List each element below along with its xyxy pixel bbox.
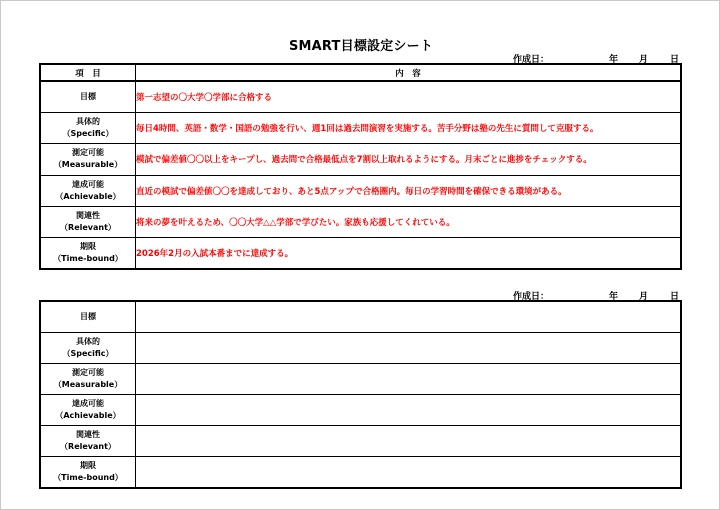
achievable-content[interactable]: 直近の模試で偏差値〇〇を達成しており、あと5点アップで合格圏内。毎日の学習時間を確保できる環境がある。 [136,175,682,206]
date-year-label: 年 [609,292,619,302]
label-en: （Relevant） [60,223,116,233]
label-ja: 測定可能 [72,367,104,377]
label-ja: 具体的 [76,117,100,127]
table-row [40,301,681,332]
label-en: （Time-bound） [53,254,123,264]
creation-date-label: 作成日： [513,55,550,65]
label-ja: 目標 [80,311,96,321]
label-ja: 関連性 [76,211,100,221]
date-month-label: 月 [639,55,649,65]
row-label [40,457,136,488]
time-bound-content[interactable]: 2026年2月の入試本番までに達成する。 [136,238,682,269]
table-row [40,144,681,175]
row-label [40,395,136,426]
table-row [40,207,681,238]
measurable-input-cell[interactable] [136,363,682,394]
label-ja: 関連性 [76,430,100,440]
label-en: （Achievable） [55,191,121,201]
relevant-input-cell[interactable] [136,426,682,457]
creation-date-label: 作成日： [513,292,550,302]
table-row [40,81,681,112]
relevant-content[interactable]: 将来の夢を叶えるため、〇〇大学△△学部で学びたい。家族も応援してくれている。 [136,207,682,238]
label-en: （Measurable） [53,160,123,170]
table-row [40,175,681,206]
header-content: 内 容 [136,64,682,81]
smart-goal-table-example [39,63,682,270]
specific-content[interactable]: 毎日4時間、英語・数学・国語の勉強を行い、週1回は過去問演習を実施する。苦手分野は塾の先生に質問して克服する。 [136,112,682,143]
row-label [40,144,136,175]
date-day-label: 日 [670,55,680,65]
row-label [40,363,136,394]
date-year-label: 年 [609,55,619,65]
label-ja: 達成可能 [72,179,104,189]
label-ja: 期限 [80,461,96,471]
table-row [40,426,681,457]
label-ja: 目標 [80,91,96,101]
label-en: （Time-bound） [53,473,123,483]
row-label [40,175,136,206]
label-en: （Specific） [62,129,114,139]
label-ja: 測定可能 [72,148,104,158]
table-row [40,395,681,426]
row-label [40,426,136,457]
label-en: （Specific） [62,348,114,358]
goal-content[interactable]: 第一志望の〇大学〇学部に合格する [136,81,682,112]
achievable-input-cell[interactable] [136,395,682,426]
table-row [40,112,681,143]
label-ja: 期限 [80,242,96,252]
label-en: （Measurable） [53,379,123,389]
label-en: （Relevant） [60,442,116,452]
row-label [40,238,136,269]
date-day-label: 日 [670,292,680,302]
date-month-label: 月 [639,292,649,302]
page-title: SMART目標設定シート [288,39,434,54]
measurable-content[interactable]: 模試で偏差値〇〇以上をキープし、過去問で合格最低点を7割以上取れるようにする。月末ごとに進捗をチェックする。 [136,144,682,175]
time-bound-input-cell[interactable] [136,457,682,488]
header-item: 項 目 [40,64,136,81]
table-row [40,363,681,394]
table-row [40,238,681,269]
row-label [40,112,136,143]
row-label [40,81,136,112]
label-ja: 具体的 [76,336,100,346]
row-label [40,332,136,363]
label-ja: 達成可能 [72,399,104,409]
table-row [40,332,681,363]
smart-goal-table-blank [39,300,682,489]
goal-input-cell[interactable] [136,301,682,332]
row-label [40,301,136,332]
label-en: （Achievable） [55,411,121,421]
table-row [40,457,681,488]
specific-input-cell[interactable] [136,332,682,363]
row-label [40,207,136,238]
